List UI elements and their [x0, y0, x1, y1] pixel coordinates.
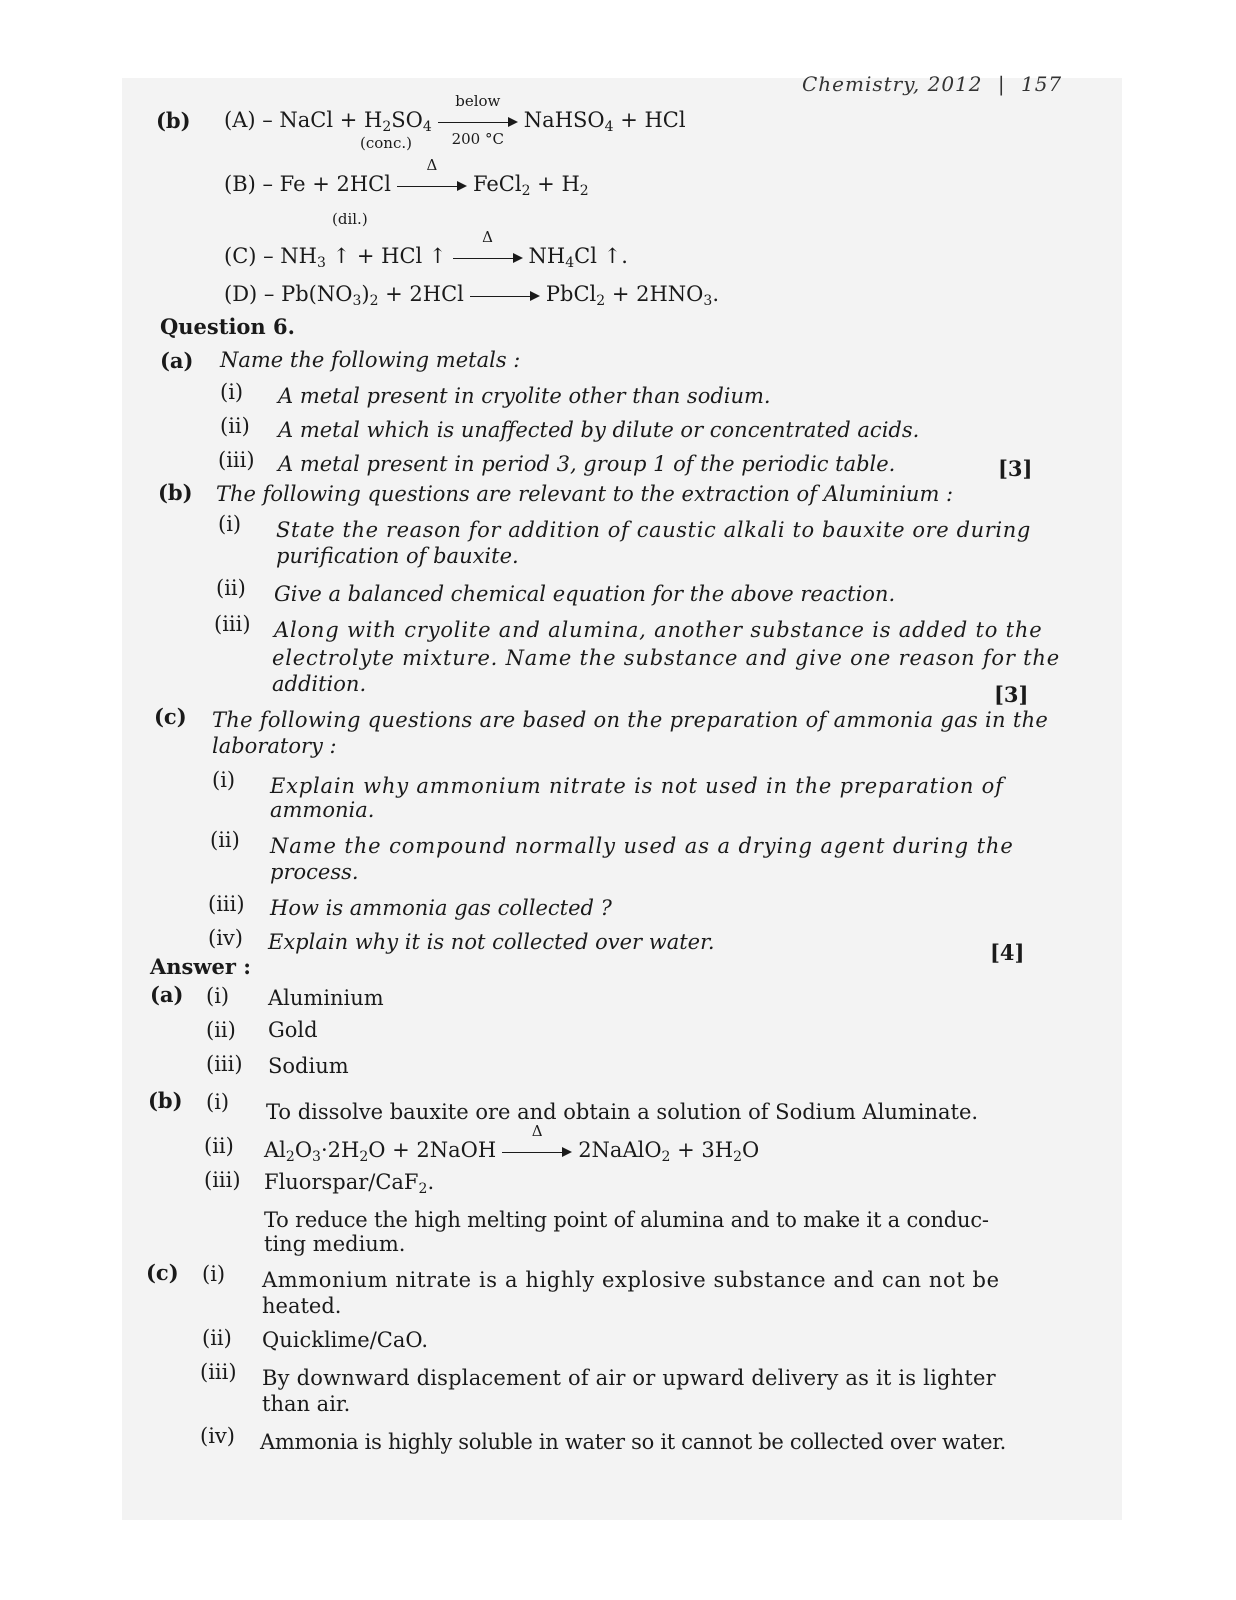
- reaction-arrow: below 200 °C: [438, 112, 518, 132]
- answer-b-label: (b): [148, 1088, 183, 1113]
- answer-b-equation: $Al_2O_3\cdot 2H_2O$ + 2NaOH Δ 2NaAlO$_2$ + $3H_2O$: [264, 1121, 760, 1165]
- answer-b-item-num: (iii): [204, 1168, 241, 1192]
- question-b-item-text-cont: electrolyte mixture. Name the substance and give one reason for the: [272, 646, 1060, 670]
- answer-a-item-num: (i): [206, 984, 230, 1008]
- scanned-page: [122, 72, 1122, 1520]
- question-b-item-text: State the reason for addition of caustic alkali to bauxite ore during: [276, 518, 1031, 542]
- question-c-item-num: (i): [212, 768, 236, 792]
- question-title: Question 6.: [160, 314, 295, 339]
- equation-b: (B) – Fe + 2HCl Δ FeCl$_2$ + $H_2$: [224, 155, 589, 199]
- answer-a-label: (a): [150, 982, 184, 1007]
- marks-c: [4]: [990, 940, 1025, 965]
- question-b-item-num: (i): [218, 512, 242, 536]
- reaction-arrow: [470, 286, 540, 306]
- answer-c-item-num: (iii): [200, 1360, 237, 1384]
- answer-b-item-text-cont: ting medium.: [264, 1232, 406, 1256]
- reaction-arrow: Δ: [453, 248, 523, 268]
- question-a-item-num: (iii): [218, 448, 255, 472]
- answer-a-item-text: Sodium: [268, 1054, 349, 1078]
- question-a-item-num: (ii): [220, 414, 250, 438]
- question-c-item-text: Explain why ammonium nitrate is not used in the preparation of: [270, 774, 1004, 798]
- dil-note: (dil.): [332, 210, 368, 228]
- question-a-item-text: A metal present in cryolite other than sodium.: [278, 384, 771, 408]
- answer-c-label: (c): [146, 1260, 179, 1285]
- question-c-item-text-cont: process.: [270, 860, 359, 884]
- reaction-arrow: Δ: [397, 176, 467, 196]
- answer-a-item-text: Gold: [268, 1018, 318, 1042]
- answer-b-item-num: (ii): [204, 1134, 234, 1158]
- answer-c-item-text: Ammonium nitrate is a highly explosive substance and can not be: [262, 1268, 1000, 1292]
- answer-c-item-text: By downward displacement of air or upward delivery as it is lighter: [262, 1366, 996, 1390]
- question-b-item-text: Give a balanced chemical equation for the above reaction.: [274, 582, 896, 606]
- question-a-item-num: (i): [220, 380, 244, 404]
- question-c-stem-cont: laboratory :: [212, 734, 337, 758]
- page-number: 157: [1020, 72, 1063, 96]
- answer-b-item-text: Fluorspar/CaF$_2$.: [264, 1170, 435, 1197]
- question-b-label: (b): [158, 480, 193, 505]
- equation-a: (A) – NaCl + $H_2SO_4$ below 200 °C NaHSO$_4$ + HCl: [224, 91, 686, 148]
- answer-b-item-text: To dissolve bauxite ore and obtain a solution of Sodium Aluminate.: [266, 1100, 979, 1124]
- question-c-label: (c): [154, 704, 187, 729]
- question-c-item-num: (ii): [210, 828, 240, 852]
- answer-a-item-num: (ii): [206, 1018, 236, 1042]
- running-title: Chemistry, 2012: [802, 72, 983, 96]
- question-b-item-text: Along with cryolite and alumina, another substance is added to the: [274, 618, 1043, 642]
- answer-c-item-text: Ammonia is highly soluble in water so it cannot be collected over water.: [260, 1430, 1007, 1454]
- question-a-label: (a): [160, 348, 194, 373]
- question-c-item-text: Name the compound normally used as a drying agent during the: [270, 834, 1014, 858]
- marks-a: [3]: [998, 456, 1033, 481]
- question-c-item-num: (iv): [208, 926, 243, 950]
- answer-c-item-text-cont: heated.: [262, 1294, 342, 1318]
- marks-b: [3]: [994, 682, 1029, 707]
- answer-c-item-num: (iv): [200, 1424, 235, 1448]
- question-b-item-text-cont: purification of bauxite.: [276, 544, 519, 568]
- question-c-stem: The following questions are based on the preparation of ammonia gas in the: [212, 708, 1049, 732]
- question-a-item-text: A metal present in period 3, group 1 of the periodic table.: [278, 452, 896, 476]
- question-b-item-text-cont: addition.: [272, 672, 367, 696]
- answer-title: Answer :: [150, 954, 251, 979]
- question-b-item-num: (ii): [216, 576, 246, 600]
- question-b-stem: The following questions are relevant to the extraction of Aluminium :: [216, 482, 954, 506]
- answer-c-item-text-cont: than air.: [262, 1392, 351, 1416]
- answer-c-item-num: (i): [202, 1262, 226, 1286]
- question-a-stem: Name the following metals :: [220, 348, 521, 372]
- running-header: Chemistry, 2012 | 157: [802, 72, 1063, 96]
- equation-c: $(C) - NH_3$ ↑ + HCl ↑ Δ $NH_4Cl$ ↑.: [224, 227, 628, 271]
- answer-c-item-text: Quicklime/CaO.: [262, 1328, 429, 1352]
- prev-answer-label: (b): [156, 108, 191, 133]
- answer-b-item-num: (i): [206, 1090, 230, 1114]
- question-a-item-text: A metal which is unaffected by dilute or concentrated acids.: [278, 418, 920, 442]
- reaction-arrow: Δ: [502, 1142, 572, 1162]
- question-c-item-text-cont: ammonia.: [270, 798, 375, 822]
- equation-d: $(D) - Pb(NO_3)_2 + 2HCl$ PbCl$_2$ + $2HNO_3$.: [224, 282, 719, 309]
- answer-a-item-text: Aluminium: [268, 986, 384, 1010]
- conc-note: (conc.): [360, 134, 412, 152]
- answer-a-item-num: (iii): [206, 1052, 243, 1076]
- answer-c-item-num: (ii): [202, 1326, 232, 1350]
- question-c-item-text: How is ammonia gas collected ?: [270, 896, 612, 920]
- question-c-item-num: (iii): [208, 892, 245, 916]
- answer-b-item-text-cont: To reduce the high melting point of alumina and to make it a conduc-: [264, 1208, 989, 1232]
- question-b-item-num: (iii): [214, 612, 251, 636]
- question-c-item-text: Explain why it is not collected over water.: [268, 930, 715, 954]
